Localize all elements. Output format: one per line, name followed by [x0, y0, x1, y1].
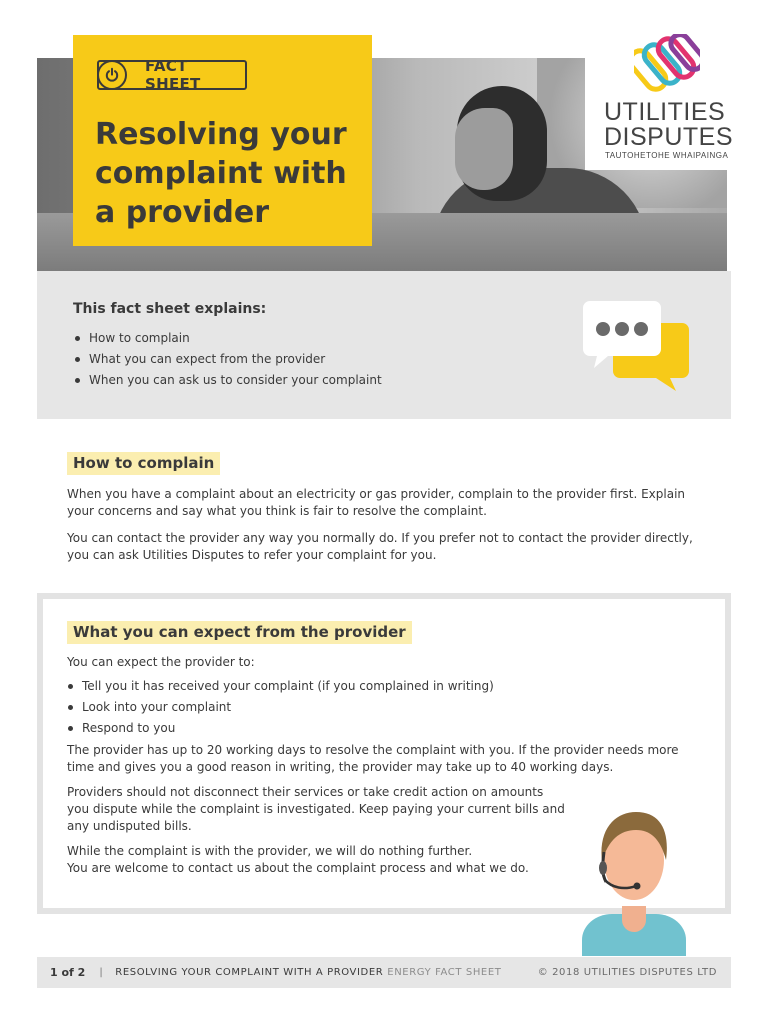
- list-item: Look into your complaint: [67, 697, 707, 718]
- logo-subtitle: TAUTOHETOHE WHAIPAINGA: [605, 151, 729, 160]
- footer-doc-title: RESOLVING YOUR COMPLAINT WITH A PROVIDER: [115, 967, 384, 978]
- list-item: When you can ask us to consider your complaint: [74, 370, 382, 391]
- expect-while-line-1: While the complaint is with the provider, we will do nothing further.: [67, 844, 473, 858]
- page-number: 1 of 2: [50, 966, 86, 979]
- how-paragraph-2: You can contact the provider any way you normally do. If you prefer not to contact the provider directly, you can ask Utilities Disputes to refer your complaint for you.: [67, 531, 693, 562]
- footer-copyright: © 2018 UTILITIES DISPUTES LTD: [537, 967, 717, 978]
- how-paragraph-1: When you have a complaint about an electricity or gas provider, complain to the provider first. Explain your concerns and say what you think is fair to resolve the complaint.: [67, 487, 686, 518]
- intro-panel: [37, 271, 731, 419]
- footer-separator: |: [99, 967, 104, 978]
- expect-while-line-2: You are welcome to contact us about the complaint process and what we do.: [67, 861, 529, 875]
- support-agent-icon: [576, 808, 692, 956]
- page-title: Resolving your complaint with a provider: [95, 117, 347, 230]
- intro-heading: This fact sheet explains:: [73, 301, 267, 317]
- logo-word-utilities: UTILITIES: [604, 98, 726, 126]
- what-to-expect-heading: What you can expect from the provider: [67, 621, 412, 644]
- list-item: What you can expect from the provider: [74, 349, 382, 370]
- footer: [37, 957, 731, 988]
- expect-lead: You can expect the provider to:: [67, 655, 255, 669]
- how-to-complain-section: [67, 452, 707, 564]
- intro-list: [74, 328, 382, 391]
- footer-series: ENERGY FACT SHEET: [387, 967, 502, 978]
- expect-list: [67, 676, 707, 739]
- fact-sheet-label: FACT SHEET: [145, 57, 201, 93]
- expect-disconnect-paragraph: Providers should not disconnect their services or take credit action on amounts you dispute while the complaint is investigated. Keep paying your current bills and any undisputed bills.: [67, 785, 565, 833]
- logo: [585, 20, 760, 170]
- list-item: Respond to you: [67, 718, 707, 739]
- expect-time-paragraph: The provider has up to 20 working days to resolve the complaint with you. If the provider needs more time and gives you a good reason in writing, the provider may take up to 40 working days.: [67, 743, 679, 774]
- list-item: Tell you it has received your complaint (if you complained in writing): [67, 676, 707, 697]
- logo-word-disputes: DISPUTES: [604, 123, 734, 151]
- chat-bubbles-icon: [582, 299, 692, 395]
- list-item: How to complain: [74, 328, 382, 349]
- fact-sheet-badge: [97, 57, 247, 93]
- logo-mark-icon: [634, 34, 700, 94]
- title-card: [73, 35, 372, 246]
- how-to-complain-heading: How to complain: [67, 452, 220, 475]
- power-icon: [97, 60, 127, 90]
